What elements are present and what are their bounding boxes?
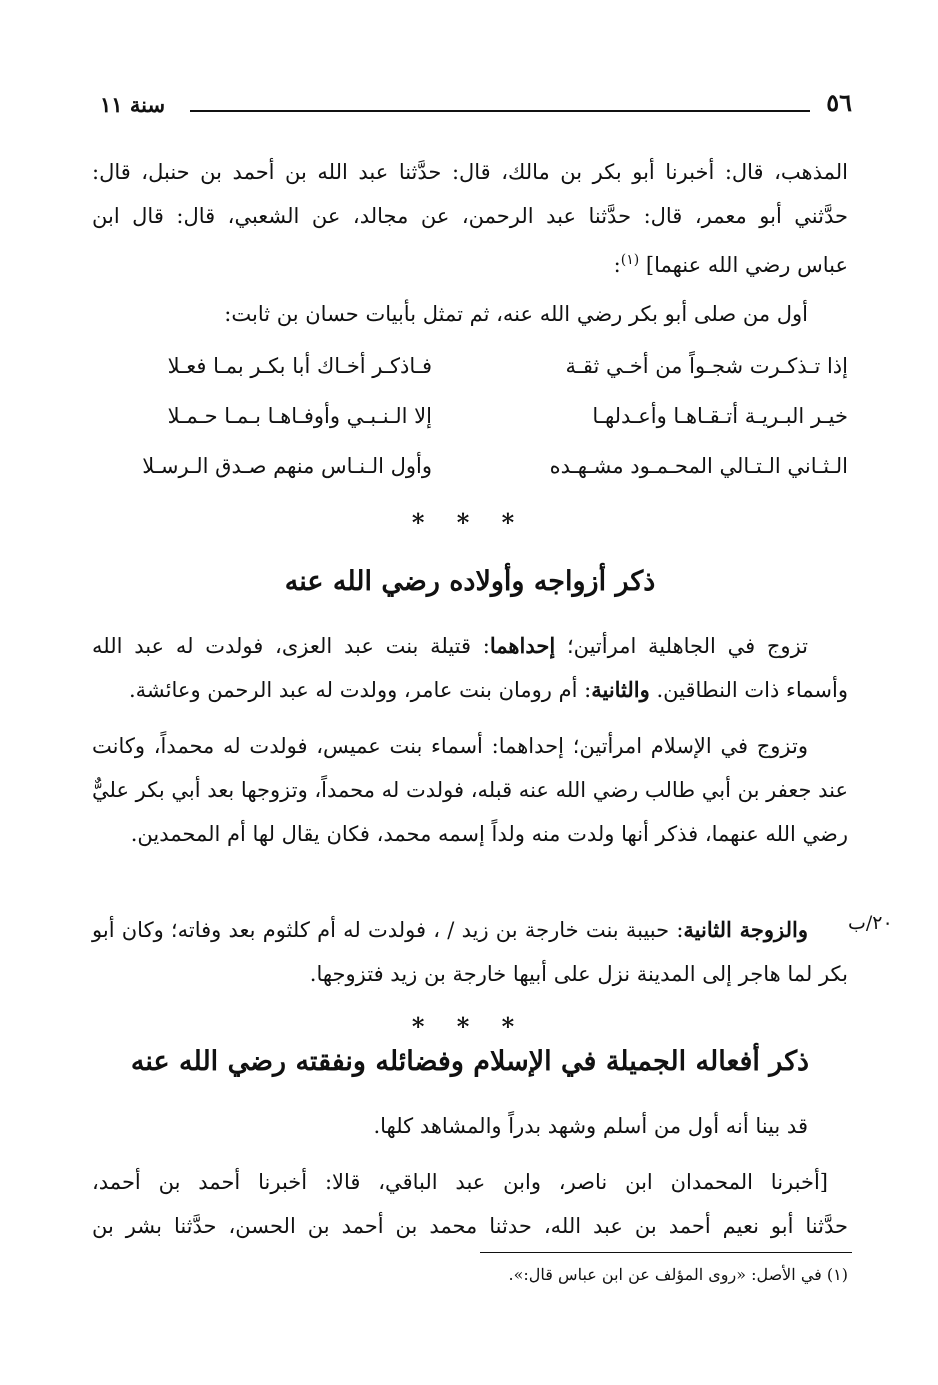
bold-term: إحداهما bbox=[489, 633, 556, 658]
verse-second-hemistich: وأول الـنـاس منهم صـدق الـرسـلا bbox=[142, 454, 432, 478]
verse bbox=[92, 454, 848, 504]
footnote: (١) في الأصل: «روى المؤلف عن ابن عباس قال:». bbox=[508, 1265, 848, 1284]
isnad-line-2: حدَّثنا أبو نعيم أحمد بن عبد الله، حدثنا محمد بن أحمد بن الحسن، حدَّثنا بشر بن bbox=[92, 1214, 848, 1238]
header-rule bbox=[190, 110, 810, 112]
verse-second-hemistich: إلا الـنـبـي وأوفـاهـا بـمـا حـمـلا bbox=[167, 404, 432, 428]
deeds-paragraph-1: قد بينا أنه أول من أسلم وشهد بدراً والمشاهد كلها. bbox=[373, 1114, 808, 1138]
verse-second-hemistich: فـاذكـر أخـاك أبا بكـر بمـا فعـلا bbox=[167, 354, 432, 378]
text-span: : قتيلة بنت عبد العزى، فولدت له عبد الله وأسماء ذات النطاقين. bbox=[92, 634, 848, 702]
wives-paragraph-2: وتزوج في الإسلام امرأتين؛ إحداهما: أسماء بنت عميس، فولدت له محمداً، وكانت عند جعفر بن أبي طالب رضي الله عنه قبله، فولدت له محمداً، وتزوجها بعد أبي بكر عليٌّ رضي الله عنهما، فذكر أنها ولدت منه ولداً إسمه محمد، فكان يقال لها أم المحمدين. bbox=[92, 734, 848, 846]
verse bbox=[92, 354, 848, 404]
bold-term: والزوجة الثانية bbox=[683, 917, 809, 942]
intro-line-3-text: عباس رضي الله عنهما] bbox=[645, 253, 848, 277]
page-number: ٥٦ bbox=[826, 88, 852, 117]
text-span: تزوج في الجاهلية امرأتين؛ bbox=[566, 634, 808, 658]
poem-intro: أول من صلى أبو بكر رضي الله عنه، ثم تمثل بأبيات حسان بن ثابت: bbox=[224, 302, 808, 326]
verse bbox=[92, 404, 848, 454]
wives-paragraph-1 bbox=[92, 624, 848, 712]
wives-paragraph-3 bbox=[92, 908, 848, 996]
deeds-paragraph-2 bbox=[92, 1160, 848, 1248]
verse-first-hemistich: إذا تـذكـرت شجـواً من أخـي ثقـة bbox=[565, 354, 848, 378]
section-title: ذكر أفعاله الجميلة في الإسلام وفضائله ونفقته رضي الله عنه bbox=[130, 1046, 810, 1077]
intro-line-2: حدَّثني أبو معمر، قال: حدَّثنا عبد الرحمن، عن مجالد، عن الشعبي، قال: قال ابن bbox=[92, 204, 848, 228]
poem bbox=[92, 354, 848, 504]
running-header bbox=[100, 86, 852, 126]
manuscript-folio-ref: ٢٠/ب bbox=[848, 912, 893, 934]
section-separator: * * * bbox=[411, 1012, 527, 1041]
intro-line-3-end: : bbox=[613, 253, 621, 277]
section-separator: * * * bbox=[411, 508, 527, 537]
intro-line-1: المذهب، قال: أخبرنا أبو بكر بن مالك، قال: حدَّثنا عبد الله بن أحمد بن حنبل، قال: bbox=[92, 160, 848, 184]
footnote-ref[interactable]: (١) bbox=[620, 252, 640, 268]
header-year: سنة ١١ bbox=[100, 92, 166, 117]
intro-line-3 bbox=[92, 238, 848, 287]
bold-term: والثانية bbox=[591, 677, 650, 702]
footnote-rule bbox=[480, 1252, 852, 1253]
text-span: : حبيبة بنت خارجة بن زيد / ، فولدت له أم كلثوم بعد وفاته؛ وكان أبو بكر لما هاجر إلى المدينة نزل على أبيها خارجة بن زيد فتزوجها. bbox=[92, 918, 848, 986]
verse-first-hemistich: خيـر البـريـة أتـقـاهـا وأعـدلهـا bbox=[592, 404, 848, 428]
section-title: ذكر أزواجه وأولاده رضي الله عنه bbox=[284, 566, 656, 597]
intro-paragraph bbox=[92, 150, 848, 287]
verse-first-hemistich: الـثـاني الـتـالي المحـمـود مشـهـده bbox=[549, 454, 848, 478]
text-span: : أم رومان بنت عامر، وولدت له عبد الرحمن وعائشة. bbox=[129, 678, 592, 702]
isnad-line-1: [أخبرنا المحمدان ابن ناصر، وابن عبد الباقي، قالا: أخبرنا أحمد بن أحمد، bbox=[92, 1170, 828, 1194]
